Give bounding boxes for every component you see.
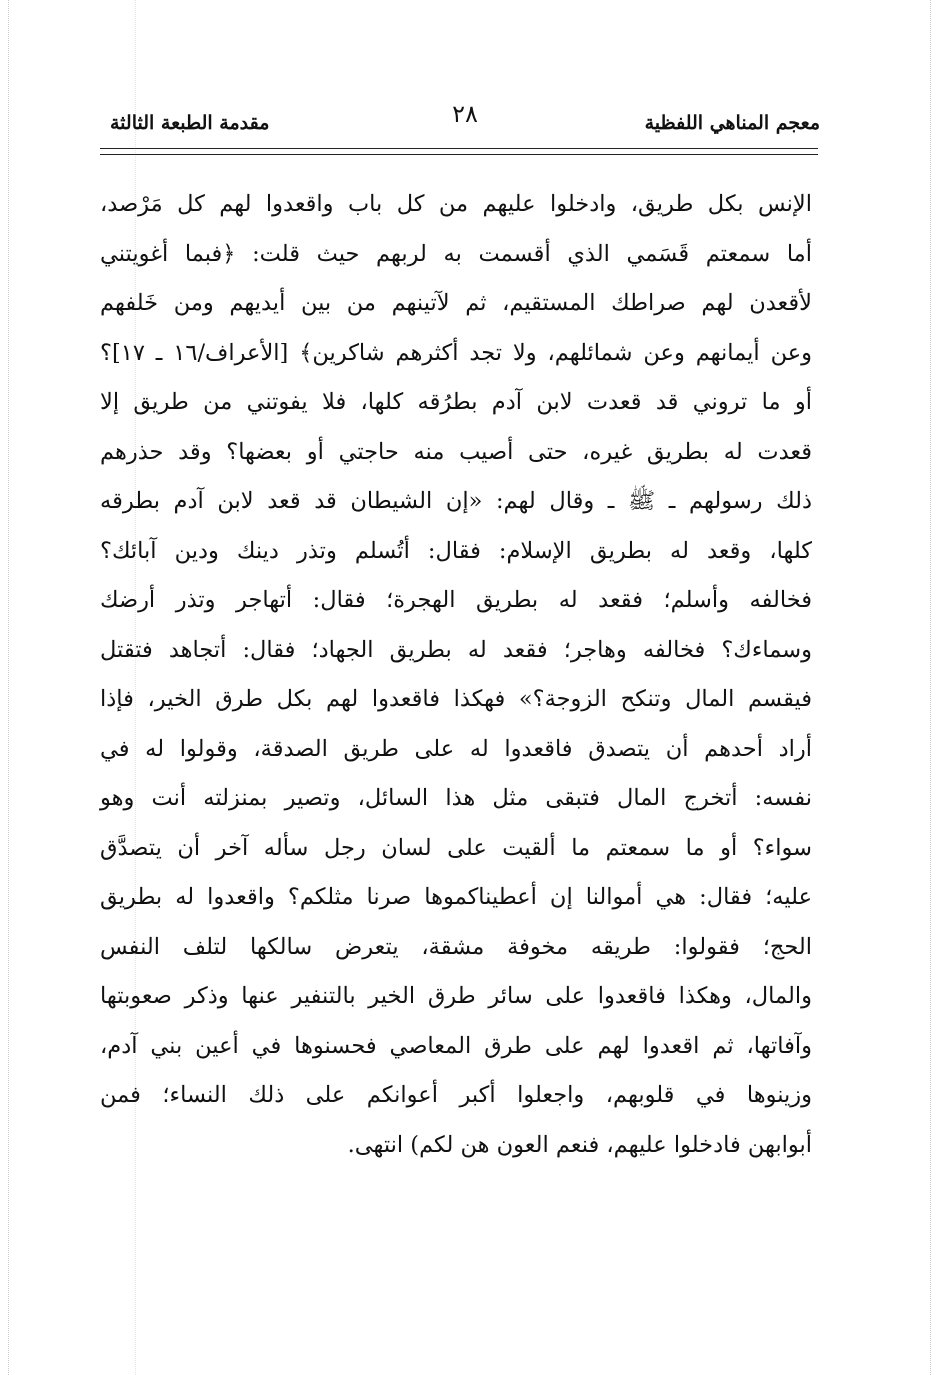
text-line-last: أبوابهن فادخلوا عليهم، فنعم العون هن لكم) انتهى. [347,1131,812,1158]
text-line: فخالفه وأسلم؛ فقعد له بطريق الهجرة؛ فقال: أتهاجر وتذر أرضك [100,587,812,613]
text-line: أما سمعتم قَسَمي الذي أقسمت به لربهم حيث قلت: ﴿فبما أغويتني [100,240,812,267]
text-line: كلها، وقعد له بطريق الإسلام: فقال: أتُسلم وتذر دينك ودين آبائك؟ [100,537,812,564]
text-line: وعن أيمانهم وعن شمائلهم، ولا تجد أكثرهم شاكرين﴾ [الأعراف/١٦ ـ ١٧]؟ [100,339,812,366]
text-line: أراد أحدهم أن يتصدق فاقعدوا له على طريق الصدقة، وقولوا له في [100,735,812,762]
text-line: فيقسم المال وتنكح الزوجة؟» فهكذا فاقعدوا لهم بكل طرق الخير، فإذا [100,686,812,712]
text-line: وسماءك؟ فخالفه وهاجر؛ فقعد له بطريق الجهاد؛ فقال: أتجاهد فتقتل [100,636,812,663]
section-title: مقدمة الطبعة الثالثة [110,112,270,134]
text-line: أو ما تروني قد قعدت لابن آدم بطرُقه كلها، فلا يفوتني من طريق إلا [100,389,812,415]
scan-edge-right [930,0,931,1375]
text-line: الحج؛ فقولوا: طريقه مخوفة مشقة، يتعرض سالكها لتلف النفس [100,933,812,960]
text-line: عليه؛ فقال: هي أموالنا إن أعطيناكموها صرنا مثلكم؟ واقعدوا له بطريق [100,884,812,910]
text-line: نفسه: أتخرج المال فتبقى مثل هذا السائل، وتصير بمنزلته أنت وهو [100,785,812,811]
text-line: سواء؟ أو ما سمعتم ما ألقيت على لسان رجل سأله آخر أن يتصدَّق [100,834,812,861]
page-number: ٢٨ [452,100,478,128]
header-rule-bottom [100,154,818,155]
text-line: وزينوها في قلوبهم، واجعلوا أكبر أعوانكم على ذلك النساء؛ فمن [100,1082,812,1108]
text-line: لأقعدن لهم صراطك المستقيم، ثم لآتينهم من بين أيديهم ومن خَلفهم [100,290,812,316]
text-line: والمال، وهكذا فاقعدوا على سائر طرق الخير بالتنفير عنها وذكر صعوبتها [100,983,812,1009]
scan-edge-left [8,0,9,1375]
text-line: الإنس بكل طريق، وادخلوا عليهم من كل باب واقعدوا لهم كل مَرْصد، [100,191,812,217]
text-line: وآفاتها، ثم اقعدوا لهم على طرق المعاصي فحسنوها في أعين بني آدم، [100,1032,812,1059]
page-header [100,98,830,138]
book-title: معجم المناهي اللفظية [644,112,820,134]
header-rule-top [100,148,818,149]
text-line: ذلك رسولهم ـ ﷺ ـ وقال لهم: «إن الشيطان قد قعد لابن آدم بطرقه [100,488,812,514]
body-text [100,180,812,1170]
text-line: قعدت له بطريق غيره، حتى أصيب منه حاجتي أو بعضها؟ وقد حذرهم [100,438,812,465]
